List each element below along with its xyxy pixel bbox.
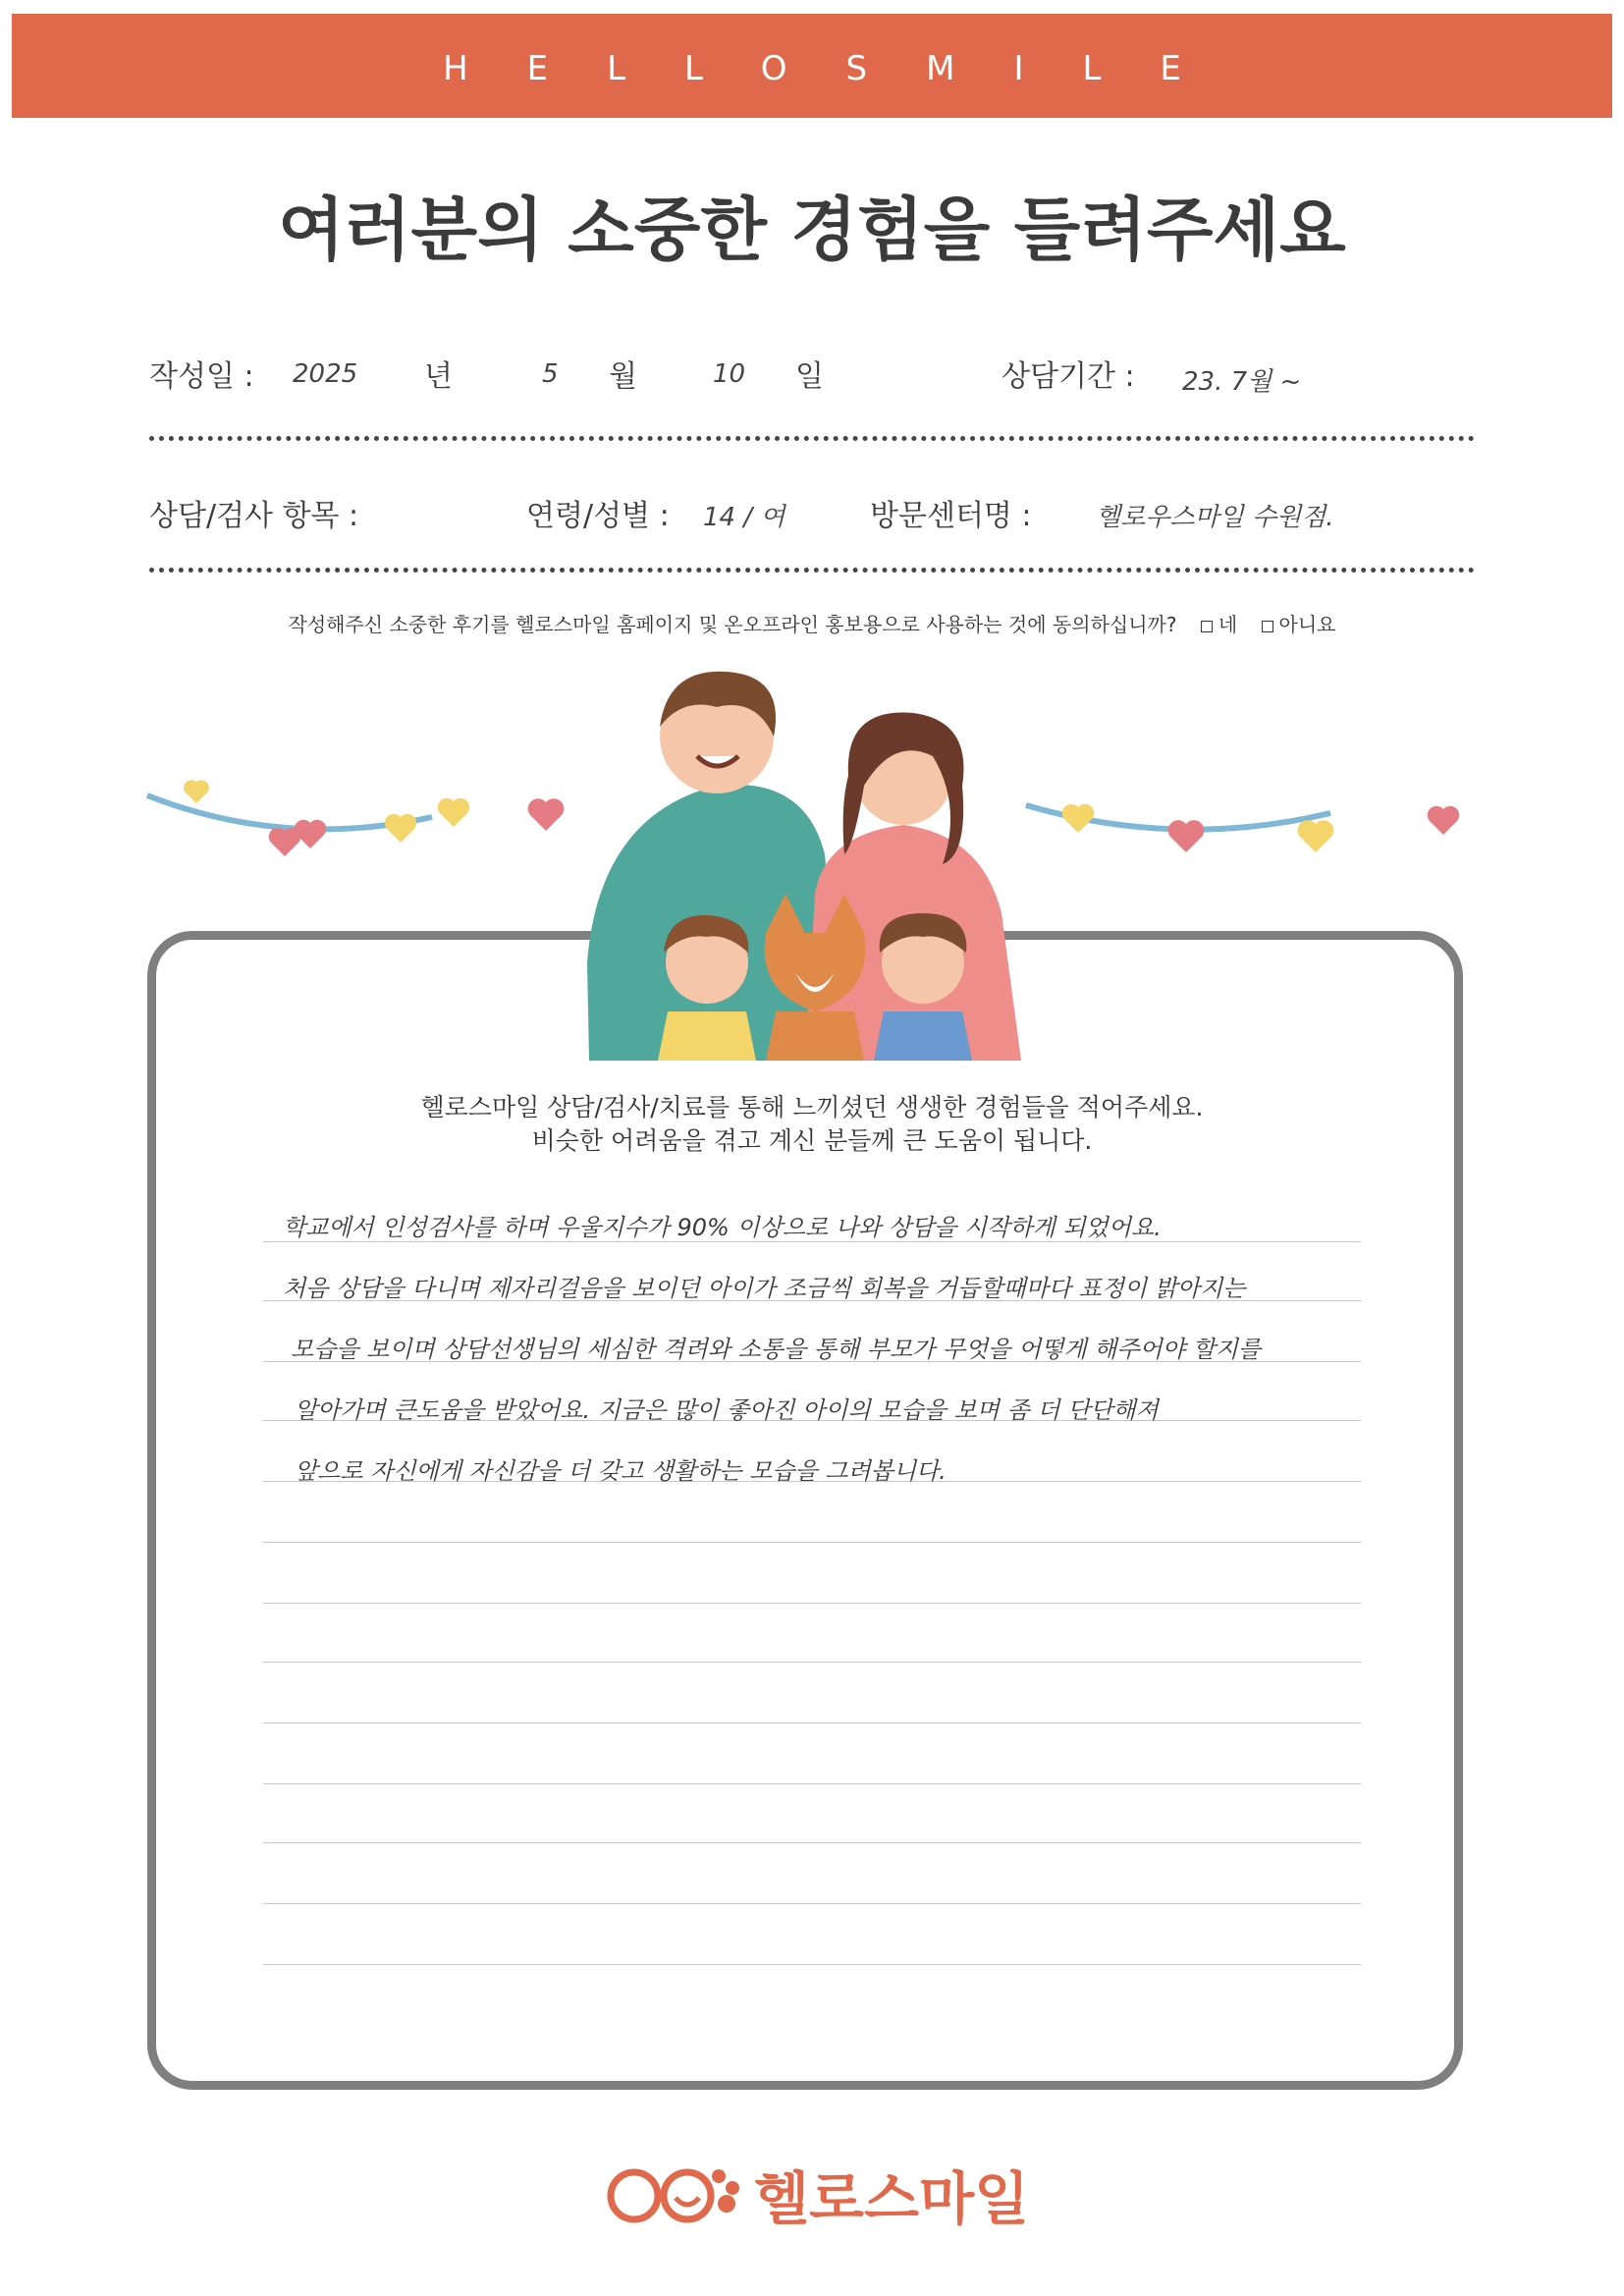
month-value: 5 (542, 359, 559, 389)
year-value: 2025 (293, 359, 358, 389)
day-unit: 일 (795, 359, 824, 394)
logo-text: 헬로스마일 (754, 2165, 1030, 2232)
rule-line (263, 1662, 1361, 1663)
review-line: 알아가며 큰도움을 받았어요. 지금은 많이 좋아진 아이의 모습을 보며 좀 더 단단해져 (295, 1396, 1159, 1424)
period-value: 23. 7월 ~ (1182, 367, 1302, 397)
hellosmile-logo (599, 2151, 1041, 2232)
age-label: 연령/성별 : (526, 499, 670, 533)
rule-line (263, 1964, 1361, 1965)
rule-line (263, 1783, 1361, 1784)
center-label: 방문센터명 : (870, 499, 1032, 533)
item-label: 상담/검사 항목 : (149, 499, 359, 533)
year-unit: 년 (424, 359, 453, 394)
review-line: 앞으로 자신에게 자신감을 더 갖고 생활하는 모습을 그려봅니다. (295, 1457, 947, 1485)
date-label: 작성일 : (149, 359, 254, 394)
banner-text: HELLOSMILE (443, 49, 1240, 88)
page-title: 여러분의 소중한 경험을 들려주세요 (278, 190, 1346, 270)
review-line: 처음 상담을 다니며 제자리걸음을 보이던 아이가 조금씩 회복을 거듭할때마다 표정이 밝아지는 (283, 1275, 1246, 1302)
rule-line (263, 1542, 1361, 1543)
review-line: 학교에서 인성검사를 하며 우울지수가 90% 이상으로 나와 상담을 시작하게 되었어요. (283, 1214, 1162, 1241)
consent-row (0, 609, 1624, 637)
consent-yes-label: 네 (1218, 613, 1238, 636)
intro-line-1: 헬로스마일 상담/검사/치료를 통해 느끼셨던 생생한 경험들을 적어주세요. (420, 1093, 1204, 1121)
consent-no-label: 아니요 (1278, 613, 1336, 636)
family-illustration-icon (137, 638, 1492, 1070)
rule-line (263, 1722, 1361, 1723)
age-value: 14 / 여 (703, 503, 785, 532)
header-banner (12, 14, 1612, 118)
paw-logo-icon (599, 2151, 746, 2229)
rule-line (263, 1903, 1361, 1904)
checkbox-no[interactable] (1262, 621, 1273, 632)
month-unit: 월 (609, 359, 637, 394)
day-value: 10 (713, 359, 746, 389)
review-line: 모습을 보이며 상담선생님의 세심한 격려와 소통을 통해 부모가 무엇을 어떻게 해주어야 할지를 (291, 1336, 1262, 1363)
period-label: 상담기간 : (1001, 359, 1135, 394)
center-value: 헬로우스마일 수원점. (1096, 503, 1334, 532)
intro-line-2: 비슷한 어려움을 겪고 계신 분들께 큰 도움이 됩니다. (531, 1126, 1093, 1155)
dotted-divider-2 (149, 568, 1475, 573)
checkbox-yes[interactable] (1201, 621, 1213, 632)
dotted-divider-1 (149, 436, 1475, 441)
consent-question: 작성해주신 소중한 후기를 헬로스마일 홈페이지 및 온오프라인 홍보용으로 사용하는 것에 동의하십니까? (288, 613, 1177, 636)
rule-line (263, 1603, 1361, 1604)
rule-line (263, 1842, 1361, 1843)
